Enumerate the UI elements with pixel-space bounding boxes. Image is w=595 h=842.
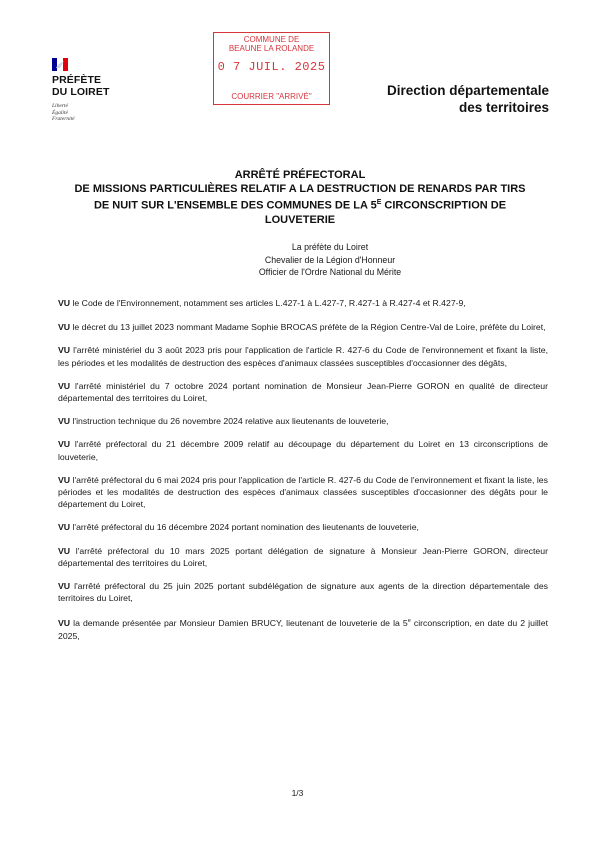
vu-label: VU (58, 322, 71, 333)
consideration-item (58, 615, 548, 641)
title-line-3-end: CIRCONSCRIPTION DE (381, 199, 507, 212)
vu-label: VU (58, 416, 71, 427)
direction-line-2: des territoires (458, 100, 549, 115)
title-line-3-start: DE NUIT SUR L'ENSEMBLE DES COMMUNES DE LA 5 (93, 199, 377, 212)
signatory-line-2: Chevalier de la Légion d'Honneur (264, 254, 396, 265)
vu-label: VU (58, 439, 71, 450)
vu-label: VU (58, 522, 71, 533)
consideration-item (58, 580, 548, 604)
consideration-item (58, 344, 548, 368)
stamp-commune-name: BEAUNE LA ROLANDE (228, 44, 315, 53)
motto-egalite: Égalité (52, 109, 68, 116)
consideration-item (58, 415, 548, 427)
prefecture-logo (52, 58, 162, 123)
motto-fraternite: Fraternité (52, 116, 75, 122)
consideration-text: la demande présentée par Monsieur Damien BRUCY, lieutenant de louveterie de la 5 (70, 618, 408, 629)
signatory-line-1: La préfète du Loiret (291, 242, 369, 252)
consideration-text: le décret du 13 juillet 2023 nommant Madame Sophie BROCAS préfète de la Région Centre-Val de Loire, préfète du Loiret, (70, 322, 546, 333)
stamp-date: 0 7 JUIL. 2025 (217, 60, 326, 74)
consideration-text: l'arrêté ministériel du 3 août 2023 pris pour l'application de l'article R. 427-6 du Code de l'environnement et fixant la liste, les périodes et les modalités de destruction des espèces d'animaux classées susceptibles d'occasionner des dégâts, (58, 345, 548, 368)
title-line-3-sup: E (376, 199, 382, 206)
consideration-text: l'arrêté préfectoral du 16 décembre 2024 portant nomination des lieutenants de louveterie, (70, 522, 419, 533)
title-line-4: LOUVETERIE (264, 213, 336, 226)
vu-label: VU (58, 345, 71, 356)
marianne-icon (52, 58, 68, 71)
consideration-text-end: circonscription, en date du 2 juillet 2025, (58, 618, 548, 641)
prefecture-name-line-2: DU LOIRET (52, 85, 110, 98)
stamp-commune-label: COMMUNE DE (243, 35, 300, 44)
vu-label: VU (58, 298, 71, 308)
page-number: 1/3 (291, 788, 304, 798)
vu-label: VU (58, 545, 71, 556)
direction-line-1: Direction départementale (386, 83, 549, 98)
title-line-1: ARRÊTÉ PRÉFECTORAL (234, 169, 366, 181)
vu-label: VU (58, 474, 71, 485)
title-line-2: DE MISSIONS PARTICULIÈRES RELATIF A LA DESTRUCTION DE RENARDS PAR TIRS (74, 183, 526, 195)
stamp-courrier-arrive: COURRIER "ARRIVÉ" (231, 92, 312, 101)
consideration-text: l'instruction technique du 26 novembre 2024 relative aux lieutenants de louveterie, (70, 416, 389, 427)
republic-motto (52, 103, 162, 123)
vu-label: VU (58, 581, 71, 592)
consideration-text: l'arrêté préfectoral du 10 mars 2025 portant délégation de signature à Monsieur Jean-Pierre GORON, directeur départemental des territoires du Loiret, (58, 545, 548, 568)
direction-title (387, 82, 549, 116)
consideration-text: l'arrêté préfectoral du 25 juin 2025 portant subdélégation de signature aux agents de la direction départementale des territoires du Loiret, (58, 581, 548, 604)
motto-liberte: Liberté (52, 103, 68, 109)
title-line-3 (60, 196, 540, 213)
consideration-item (58, 321, 548, 333)
document-title (60, 168, 540, 227)
consideration-item (58, 474, 548, 511)
consideration-text: l'arrêté préfectoral du 6 mai 2024 pris pour l'application de l'article R. 427-6 du Code de l'environnement et fixant la liste, les périodes et les modalités de destruction des espèces d'animaux classées susceptibles d'occasionner des dégâts pour le département du Loiret, (58, 474, 548, 510)
consideration-item (58, 521, 548, 533)
consideration-item (58, 380, 548, 404)
vu-label: VU (58, 380, 71, 391)
vu-label: VU (58, 618, 71, 629)
consideration-sup: e (407, 618, 411, 625)
consideration-text: l'arrêté ministériel du 7 octobre 2024 portant nomination de Monsieur Jean-Pierre GORON en qualité de directeur départemental des territoires du Loiret, (58, 380, 548, 404)
consideration-text: l'arrêté préfectoral du 21 décembre 2009 relatif au découpage du département du Loiret en 13 circonscriptions de louveterie, (58, 439, 548, 462)
signatory-line-3: Officier de l'Ordre National du Mérite (258, 267, 402, 277)
arrival-stamp (213, 32, 330, 105)
prefecture-name-line-1: PRÉFÈTE (52, 74, 102, 86)
signatory-block (200, 241, 460, 279)
consideration-item (58, 545, 548, 569)
consideration-item (58, 297, 548, 309)
consideration-text: le Code de l'Environnement, notamment ses articles L.427-1 à L.427-7, R.427-1 à R.427-4 et R.427-9, (70, 298, 466, 308)
considerations-list (58, 297, 548, 642)
consideration-item (58, 438, 548, 462)
